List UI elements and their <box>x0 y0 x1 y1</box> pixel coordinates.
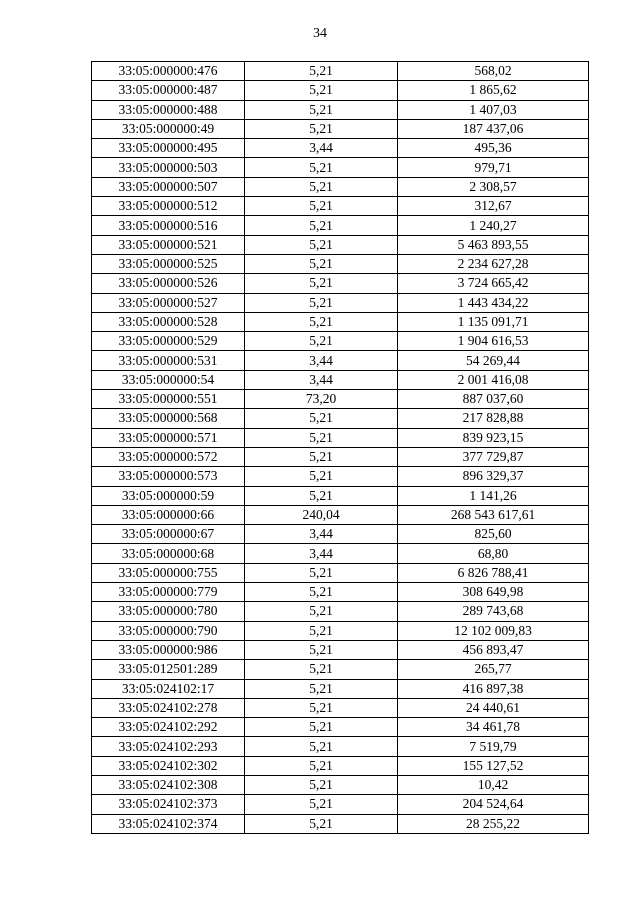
table-row <box>92 370 589 389</box>
table-row <box>92 274 589 293</box>
cadastral-number-cell: 33:05:000000:59 <box>92 486 245 505</box>
rate-cell: 5,21 <box>245 698 398 717</box>
table-body <box>92 62 589 834</box>
rate-cell: 5,21 <box>245 563 398 582</box>
cadastral-number-cell: 33:05:000000:488 <box>92 100 245 119</box>
cadastral-number-cell: 33:05:000000:476 <box>92 62 245 81</box>
amount-cell: 155 127,52 <box>398 756 589 775</box>
cadastral-number-cell: 33:05:000000:49 <box>92 119 245 138</box>
cadastral-number-cell: 33:05:000000:571 <box>92 428 245 447</box>
table-row <box>92 814 589 833</box>
rate-cell: 5,21 <box>245 158 398 177</box>
amount-cell: 2 001 416,08 <box>398 370 589 389</box>
table-row <box>92 158 589 177</box>
amount-cell: 68,80 <box>398 544 589 563</box>
rate-cell: 5,21 <box>245 660 398 679</box>
rate-cell: 5,21 <box>245 814 398 833</box>
rate-cell: 5,21 <box>245 274 398 293</box>
amount-cell: 1 135 091,71 <box>398 312 589 331</box>
amount-cell: 1 865,62 <box>398 81 589 100</box>
cadastral-number-cell: 33:05:012501:289 <box>92 660 245 679</box>
rate-cell: 5,21 <box>245 775 398 794</box>
table-row <box>92 698 589 717</box>
amount-cell: 416 897,38 <box>398 679 589 698</box>
table-row <box>92 177 589 196</box>
rate-cell: 5,21 <box>245 467 398 486</box>
table-row <box>92 679 589 698</box>
cadastral-number-cell: 33:05:000000:790 <box>92 621 245 640</box>
cadastral-number-cell: 33:05:024102:373 <box>92 795 245 814</box>
rate-cell: 5,21 <box>245 119 398 138</box>
amount-cell: 896 329,37 <box>398 467 589 486</box>
cadastral-number-cell: 33:05:024102:308 <box>92 775 245 794</box>
table-row <box>92 312 589 331</box>
table-row <box>92 621 589 640</box>
table-row <box>92 351 589 370</box>
amount-cell: 289 743,68 <box>398 602 589 621</box>
table-row <box>92 235 589 254</box>
rate-cell: 240,04 <box>245 505 398 524</box>
amount-cell: 979,71 <box>398 158 589 177</box>
table-row <box>92 62 589 81</box>
amount-cell: 6 826 788,41 <box>398 563 589 582</box>
table-row <box>92 775 589 794</box>
cadastral-number-cell: 33:05:000000:780 <box>92 602 245 621</box>
table-row <box>92 602 589 621</box>
cadastral-number-cell: 33:05:000000:503 <box>92 158 245 177</box>
cadastral-number-cell: 33:05:000000:512 <box>92 197 245 216</box>
table-row <box>92 100 589 119</box>
table-row <box>92 139 589 158</box>
table-row <box>92 737 589 756</box>
amount-cell: 187 437,06 <box>398 119 589 138</box>
rate-cell: 5,21 <box>245 583 398 602</box>
rate-cell: 5,21 <box>245 756 398 775</box>
amount-cell: 54 269,44 <box>398 351 589 370</box>
rate-cell: 5,21 <box>245 428 398 447</box>
rate-cell: 5,21 <box>245 737 398 756</box>
rate-cell: 5,21 <box>245 486 398 505</box>
cadastral-number-cell: 33:05:000000:779 <box>92 583 245 602</box>
cadastral-number-cell: 33:05:000000:986 <box>92 640 245 659</box>
rate-cell: 5,21 <box>245 254 398 273</box>
cadastral-number-cell: 33:05:000000:54 <box>92 370 245 389</box>
cadastral-table <box>91 61 589 834</box>
amount-cell: 2 308,57 <box>398 177 589 196</box>
cadastral-number-cell: 33:05:000000:573 <box>92 467 245 486</box>
cadastral-number-cell: 33:05:000000:495 <box>92 139 245 158</box>
amount-cell: 495,36 <box>398 139 589 158</box>
amount-cell: 28 255,22 <box>398 814 589 833</box>
rate-cell: 5,21 <box>245 602 398 621</box>
rate-cell: 5,21 <box>245 621 398 640</box>
cadastral-number-cell: 33:05:000000:531 <box>92 351 245 370</box>
rate-cell: 3,44 <box>245 370 398 389</box>
amount-cell: 456 893,47 <box>398 640 589 659</box>
cadastral-number-cell: 33:05:024102:17 <box>92 679 245 698</box>
page-number: 34 <box>313 26 327 41</box>
rate-cell: 5,21 <box>245 409 398 428</box>
cadastral-number-cell: 33:05:000000:529 <box>92 332 245 351</box>
rate-cell: 3,44 <box>245 525 398 544</box>
rate-cell: 3,44 <box>245 351 398 370</box>
cadastral-number-cell: 33:05:000000:67 <box>92 525 245 544</box>
rate-cell: 3,44 <box>245 544 398 563</box>
table-row <box>92 409 589 428</box>
cadastral-number-cell: 33:05:000000:572 <box>92 447 245 466</box>
cadastral-number-cell: 33:05:000000:526 <box>92 274 245 293</box>
rate-cell: 5,21 <box>245 197 398 216</box>
table-row <box>92 718 589 737</box>
table-row <box>92 428 589 447</box>
amount-cell: 3 724 665,42 <box>398 274 589 293</box>
rate-cell: 5,21 <box>245 293 398 312</box>
amount-cell: 825,60 <box>398 525 589 544</box>
amount-cell: 568,02 <box>398 62 589 81</box>
amount-cell: 12 102 009,83 <box>398 621 589 640</box>
rate-cell: 5,21 <box>245 235 398 254</box>
amount-cell: 312,67 <box>398 197 589 216</box>
cadastral-number-cell: 33:05:000000:528 <box>92 312 245 331</box>
amount-cell: 1 904 616,53 <box>398 332 589 351</box>
cadastral-number-cell: 33:05:000000:568 <box>92 409 245 428</box>
amount-cell: 10,42 <box>398 775 589 794</box>
cadastral-number-cell: 33:05:024102:292 <box>92 718 245 737</box>
table-row <box>92 563 589 582</box>
amount-cell: 308 649,98 <box>398 583 589 602</box>
table-row <box>92 119 589 138</box>
cadastral-number-cell: 33:05:024102:293 <box>92 737 245 756</box>
rate-cell: 5,21 <box>245 177 398 196</box>
cadastral-number-cell: 33:05:024102:302 <box>92 756 245 775</box>
table-row <box>92 293 589 312</box>
rate-cell: 5,21 <box>245 447 398 466</box>
amount-cell: 1 443 434,22 <box>398 293 589 312</box>
amount-cell: 1 240,27 <box>398 216 589 235</box>
rate-cell: 73,20 <box>245 390 398 409</box>
amount-cell: 268 543 617,61 <box>398 505 589 524</box>
amount-cell: 7 519,79 <box>398 737 589 756</box>
rate-cell: 5,21 <box>245 62 398 81</box>
amount-cell: 1 407,03 <box>398 100 589 119</box>
cadastral-number-cell: 33:05:000000:527 <box>92 293 245 312</box>
table-row <box>92 505 589 524</box>
table-row <box>92 583 589 602</box>
rate-cell: 5,21 <box>245 216 398 235</box>
table-row <box>92 254 589 273</box>
cadastral-number-cell: 33:05:000000:68 <box>92 544 245 563</box>
table-row <box>92 544 589 563</box>
rate-cell: 5,21 <box>245 718 398 737</box>
table-row <box>92 81 589 100</box>
table-row <box>92 447 589 466</box>
rate-cell: 5,21 <box>245 100 398 119</box>
table-row <box>92 660 589 679</box>
table-row <box>92 197 589 216</box>
amount-cell: 204 524,64 <box>398 795 589 814</box>
amount-cell: 887 037,60 <box>398 390 589 409</box>
rate-cell: 5,21 <box>245 81 398 100</box>
cadastral-number-cell: 33:05:000000:525 <box>92 254 245 273</box>
amount-cell: 1 141,26 <box>398 486 589 505</box>
rate-cell: 5,21 <box>245 679 398 698</box>
cadastral-number-cell: 33:05:000000:507 <box>92 177 245 196</box>
cadastral-number-cell: 33:05:000000:521 <box>92 235 245 254</box>
table-row <box>92 390 589 409</box>
amount-cell: 265,77 <box>398 660 589 679</box>
table-row <box>92 795 589 814</box>
table-row <box>92 640 589 659</box>
amount-cell: 34 461,78 <box>398 718 589 737</box>
cadastral-number-cell: 33:05:000000:487 <box>92 81 245 100</box>
amount-cell: 5 463 893,55 <box>398 235 589 254</box>
cadastral-number-cell: 33:05:000000:551 <box>92 390 245 409</box>
cadastral-number-cell: 33:05:000000:516 <box>92 216 245 235</box>
rate-cell: 5,21 <box>245 332 398 351</box>
table-row <box>92 467 589 486</box>
amount-cell: 377 729,87 <box>398 447 589 466</box>
rate-cell: 5,21 <box>245 795 398 814</box>
cadastral-number-cell: 33:05:000000:66 <box>92 505 245 524</box>
cadastral-number-cell: 33:05:000000:755 <box>92 563 245 582</box>
amount-cell: 839 923,15 <box>398 428 589 447</box>
amount-cell: 24 440,61 <box>398 698 589 717</box>
rate-cell: 5,21 <box>245 640 398 659</box>
table-row <box>92 486 589 505</box>
table-row <box>92 216 589 235</box>
rate-cell: 5,21 <box>245 312 398 331</box>
table-row <box>92 525 589 544</box>
cadastral-number-cell: 33:05:024102:374 <box>92 814 245 833</box>
table-row <box>92 332 589 351</box>
amount-cell: 2 234 627,28 <box>398 254 589 273</box>
rate-cell: 3,44 <box>245 139 398 158</box>
amount-cell: 217 828,88 <box>398 409 589 428</box>
cadastral-number-cell: 33:05:024102:278 <box>92 698 245 717</box>
table-row <box>92 756 589 775</box>
